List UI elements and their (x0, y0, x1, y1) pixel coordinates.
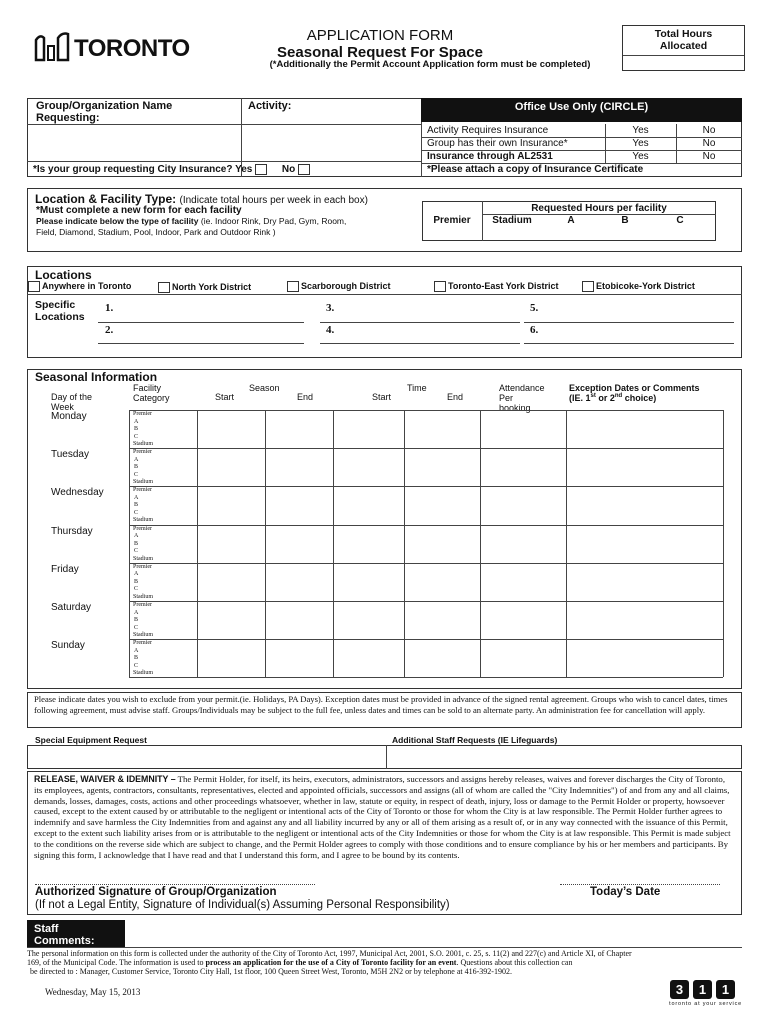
facility-type-examples: Field, Diamond, Stadium, Pool, Indoor, Park and Outdoor Rink ) (36, 227, 276, 237)
311-badge (648, 980, 743, 1010)
requested-hours-title: Requested Hours per facility (531, 203, 667, 214)
date-line[interactable] (560, 884, 720, 885)
privacy-line-1: The personal information on this form is collected under the authority of the City of Toronto Act, 1997, Municipal Act, 2001, S.O. 2001, c. 25, s. 11(2) and 227(c) and Article XI, of Chapter (27, 949, 632, 958)
district-scarborough-checkbox[interactable] (287, 281, 299, 292)
location-1-num: 1. (105, 302, 114, 314)
facility-category-premier: Premier (133, 411, 152, 417)
facility-category-a: A (134, 494, 139, 501)
facility-category-c: C (134, 471, 139, 478)
district-north-york-label: North York District (172, 282, 252, 292)
facility-type-title-text: Location & Facility Type: (35, 192, 177, 206)
district-east-york-checkbox[interactable] (434, 281, 446, 292)
form-note: (*Additionally the Permit Account Application form must be completed) (269, 59, 591, 70)
facility-category-b: B (134, 464, 139, 471)
facility-category-premier: Premier (133, 602, 152, 608)
district-etobicoke[interactable] (582, 281, 695, 292)
saturday-attendance-field[interactable] (481, 602, 565, 638)
tuesday-time-start-field[interactable] (334, 449, 403, 485)
day-header-line1: Day of the (51, 392, 93, 402)
facility-category-a: A (134, 609, 139, 616)
group-name-field[interactable] (30, 126, 238, 158)
location-6-num: 6. (530, 324, 539, 336)
waiver-title: RELEASE, WAIVER & IDEMNITY – (34, 774, 176, 784)
additional-staff-field[interactable] (389, 747, 739, 767)
district-north-york[interactable] (158, 282, 251, 293)
saturday-time-start-field[interactable] (334, 602, 403, 638)
attendance-header (499, 383, 545, 413)
office-row-3-no[interactable]: No (702, 151, 716, 162)
exception-sup1: st (590, 393, 596, 399)
activity-field[interactable] (244, 112, 418, 158)
privacy-line-2 (27, 958, 572, 967)
allocated-label: Allocated (659, 40, 708, 52)
b-hours-field[interactable] (602, 228, 648, 240)
district-scarborough-label: Scarborough District (301, 281, 391, 291)
facility-category-c: C (134, 548, 139, 555)
facility-category-c: C (134, 509, 139, 516)
attendance-line1: Attendance (499, 383, 545, 393)
location-5-num: 5. (530, 302, 539, 314)
signature-label: Authorized Signature of Group/Organization (35, 886, 277, 898)
friday-season-start-field[interactable] (198, 564, 264, 600)
facility-category-c: C (134, 662, 139, 669)
saturday-exception-field[interactable] (567, 602, 722, 638)
monday-season-end-field[interactable] (266, 411, 332, 447)
311-digit-1b: 1 (716, 980, 735, 999)
insurance-no-checkbox[interactable] (298, 164, 310, 175)
day-thursday: Thursday (51, 525, 93, 537)
facility-category-a: A (134, 533, 139, 540)
sunday-season-end-field[interactable] (266, 640, 332, 676)
office-row-2-label: Group has their own Insurance* (427, 138, 568, 149)
facility-category-stadium: Stadium (133, 632, 154, 638)
monday-attendance-field[interactable] (481, 411, 565, 447)
footer-date: Wednesday, May 15, 2013 (45, 987, 141, 997)
facility-category-b: B (134, 578, 139, 585)
logo-text: TORONTO (74, 35, 190, 62)
district-anywhere-label: Anywhere in Toronto (42, 281, 132, 291)
exception-2b: or 2 (595, 393, 615, 403)
season-end-header: End (297, 392, 314, 402)
insurance-question-text: *Is your group requesting City Insurance? Yes (33, 164, 253, 176)
premier-hours-field[interactable] (424, 228, 480, 240)
signature-sub: (If not a Legal Entity, Signature of Individual(s) Assuming Personal Responsibility) (35, 899, 450, 911)
insurance-no-label: No (281, 164, 296, 176)
col-stadium: Stadium (492, 215, 532, 226)
monday-time-end-field[interactable] (405, 411, 479, 447)
facility-category-a: A (134, 571, 139, 578)
day-wednesday: Wednesday (51, 487, 104, 499)
district-etobicoke-checkbox[interactable] (582, 281, 594, 292)
facility-category-b: B (134, 502, 139, 509)
exception-sup2: nd (614, 393, 623, 399)
saturday-time-end-field[interactable] (405, 602, 479, 638)
facility-category-c: C (134, 433, 139, 440)
thursday-exception-field[interactable] (567, 526, 722, 562)
staff-label: Staff (34, 923, 59, 935)
district-north-york-checkbox[interactable] (158, 282, 170, 293)
day-monday: Monday (51, 411, 87, 422)
total-hours-label: Total Hours (654, 28, 713, 40)
sunday-season-start-field[interactable] (198, 640, 264, 676)
facility-category-list (133, 449, 153, 487)
tuesday-season-start-field[interactable] (198, 449, 264, 485)
friday-time-start-field[interactable] (334, 564, 403, 600)
facility-type-instructions (36, 216, 416, 226)
district-east-york[interactable] (434, 281, 559, 292)
facility-category-stadium: Stadium (133, 555, 154, 562)
facility-category-a: A (134, 647, 139, 654)
attendance-line3: booking (499, 403, 531, 413)
office-row-3-label: Insurance through AL2531 (427, 151, 553, 162)
location-3-num: 3. (326, 302, 335, 314)
facility-type-instructions-bold: Please indicate below the type of facility (36, 216, 199, 226)
location-2-num: 2. (105, 324, 114, 336)
col-b: B (621, 215, 629, 226)
office-row-1-label: Activity Requires Insurance (427, 125, 549, 136)
office-row-2-yes[interactable]: Yes (632, 138, 649, 149)
facility-header-line1: Facility (133, 383, 162, 393)
office-use-title: Office Use Only (CIRCLE) (514, 101, 649, 113)
facility-category-premier: Premier (133, 563, 152, 570)
tuesday-exception-field[interactable] (567, 449, 722, 485)
location-4-num: 4. (326, 324, 335, 336)
location-5-field[interactable] (524, 322, 734, 323)
tuesday-season-end-field[interactable] (266, 449, 332, 485)
facility-category-b: B (134, 426, 139, 432)
facility-category-a: A (134, 418, 139, 425)
locations-label: Locations (35, 311, 85, 323)
location-1-field[interactable] (98, 322, 304, 323)
district-anywhere[interactable] (28, 281, 131, 292)
friday-season-end-field[interactable] (266, 564, 332, 600)
specific-label: Specific (35, 299, 76, 311)
insurance-question (33, 164, 312, 175)
todays-date-label: Today’s Date (590, 886, 661, 898)
facility-category-premier: Premier (133, 525, 152, 532)
toronto-logo (34, 30, 190, 64)
wednesday-season-end-field[interactable] (266, 487, 332, 523)
thursday-season-start-field[interactable] (198, 526, 264, 562)
season-header: Season (249, 383, 280, 393)
monday-exception-field[interactable] (567, 411, 722, 447)
exception-line2 (569, 393, 700, 403)
facility-category-list (133, 602, 153, 640)
col-c: C (676, 215, 684, 226)
insurance-yes-checkbox[interactable] (255, 164, 267, 175)
district-etobicoke-label: Etobicoke-York District (596, 281, 695, 291)
special-equipment-label: Special Equipment Request (35, 735, 147, 745)
day-saturday: Saturday (51, 602, 92, 613)
facility-category-c: C (134, 624, 139, 631)
saturday-season-start-field[interactable] (198, 602, 264, 638)
col-a: A (567, 215, 575, 226)
friday-attendance-field[interactable] (481, 564, 565, 600)
thursday-time-start-field[interactable] (334, 526, 403, 562)
office-row-1-no[interactable]: No (702, 125, 716, 136)
signature-line[interactable] (35, 884, 315, 885)
location-6-field[interactable] (524, 343, 734, 344)
facility-category-premier: Premier (133, 487, 152, 494)
activity-label: Activity: (248, 100, 292, 112)
facility-category-list (133, 564, 153, 602)
tuesday-time-end-field[interactable] (405, 449, 479, 485)
time-start-header: Start (372, 392, 392, 402)
office-row-2-no[interactable]: No (702, 138, 716, 149)
exception-header (569, 383, 700, 403)
day-sunday: Sunday (51, 640, 85, 652)
privacy-2b: process an application for the use of a City of Toronto facility for an event (205, 958, 457, 967)
facility-type-title (35, 192, 368, 206)
thursday-attendance-field[interactable] (481, 526, 565, 562)
facility-category-list (133, 487, 153, 525)
a-hours-field[interactable] (544, 228, 598, 240)
day-friday: Friday (51, 563, 79, 575)
wednesday-exception-field[interactable] (567, 487, 722, 523)
facility-category-stadium: Stadium (133, 479, 154, 486)
facility-category-list (133, 411, 153, 449)
facility-category-b: B (134, 617, 139, 623)
thursday-season-end-field[interactable] (266, 526, 332, 562)
new-form-note: *Must complete a new form for each facility (36, 205, 242, 216)
facility-category-list (133, 526, 153, 564)
facility-category-stadium: Stadium (133, 517, 154, 524)
exclude-note: Please indicate dates you wish to exclude from your permit.(ie. Holidays, PA Days). Exception dates must be provided in advance of the signed rental agreement. Groups who wish to cancel dates, times following agreement, must advise staff. Groups/Individuals may be subject to the full fee, unless dates and times can be sold to an alternate party. An administration fee for cancellation will apply. (34, 694, 728, 715)
facility-category-c: C (134, 586, 139, 593)
facility-header-line2: Category (133, 393, 170, 403)
location-2-field[interactable] (98, 343, 304, 344)
monday-time-start-field[interactable] (334, 411, 403, 447)
c-hours-field[interactable] (652, 228, 712, 240)
friday-time-end-field[interactable] (405, 564, 479, 600)
office-row-1-yes[interactable]: Yes (632, 125, 649, 136)
comments-label: Comments: (34, 935, 95, 947)
location-4-field[interactable] (320, 343, 520, 344)
facility-category-stadium: Stadium (133, 441, 154, 447)
col-premier: Premier (433, 215, 471, 226)
exception-2c: choice) (622, 393, 657, 403)
district-anywhere-checkbox[interactable] (28, 281, 40, 292)
office-row-3-yes[interactable]: Yes (632, 151, 649, 162)
city-hall-icon (34, 32, 70, 62)
facility-category-list (133, 640, 153, 678)
day-tuesday: Tuesday (51, 449, 89, 461)
form-subtitle: Seasonal Request For Space (277, 44, 483, 61)
facility-type-title-note: (Indicate total hours per week in each box) (179, 195, 368, 206)
special-equipment-field[interactable] (29, 747, 383, 767)
waiver-text (34, 774, 735, 860)
facility-category-premier: Premier (133, 640, 152, 647)
facility-header (133, 383, 170, 403)
facility-category-stadium: Stadium (133, 670, 154, 677)
form-title: APPLICATION FORM (306, 27, 454, 44)
privacy-2c: . Questions about this collection can (456, 958, 573, 967)
district-east-york-label: Toronto-East York District (448, 281, 559, 291)
saturday-season-end-field[interactable] (266, 602, 332, 638)
privacy-2a: 169, of the Municipal Code. The information is used to (27, 958, 206, 967)
facility-category-premier: Premier (133, 449, 152, 456)
attendance-line2: Per (499, 393, 514, 403)
wednesday-attendance-field[interactable] (481, 487, 565, 523)
facility-category-b: B (134, 655, 139, 662)
facility-category-b: B (134, 540, 139, 547)
time-end-header: End (447, 392, 464, 402)
time-header: Time (407, 383, 427, 393)
311-digit-1a: 1 (693, 980, 712, 999)
day-header-line2: Week (51, 402, 74, 412)
staff-comments-line[interactable] (27, 947, 742, 948)
sunday-exception-field[interactable] (567, 640, 722, 676)
location-3-field[interactable] (320, 322, 520, 323)
wednesday-time-start-field[interactable] (334, 487, 403, 523)
season-start-header: Start (215, 392, 235, 402)
seasonal-title: Seasonal Information (35, 370, 158, 384)
privacy-line-3: be directed to : Manager, Customer Service, Toronto City Hall, 1st floor, 100 Queen Street West, Toronto, M5H 2N2 or by telephone at 416-392-1902. (30, 967, 512, 976)
day-header (51, 392, 92, 412)
sunday-time-end-field[interactable] (405, 640, 479, 676)
311-tagline: toronto at your service (669, 1001, 742, 1007)
locations-section (27, 266, 742, 358)
tuesday-attendance-field[interactable] (481, 449, 565, 485)
facility-category-a: A (134, 456, 139, 463)
attach-certificate-note: *Please attach a copy of Insurance Certificate (427, 164, 644, 175)
311-digit-3: 3 (670, 980, 689, 999)
exception-2a: (IE. 1 (569, 393, 591, 403)
waiver-body: The Permit Holder, for itself, its heirs, executors, administrators, successors and assigns hereby releases, waives and forever discharges the City of Toronto, its employees, agents, contractors, consultants, representatives, elected and appointed officials, successors and assigns (all of whom are called the "City Indemnities") of and from any and all claims, demands, losses, damages, costs, actions and other proceedings whatsoever, whether in law, statute or equity, in respect of death, injury, loss or damage to the Permit Holder or property, howsoever caused, except to the extent caused by or attributable to the negligent or intentional acts of the City of Toronto or those for whom the City is at law responsible. The Permit Holder further agrees to indemnify and save harmless the City Indemnities from and against any and all liability incurred by any or all of them arising as a result of, or in any way connected with the issuance of this Permit, except to the extent such liability arises from or is attributable to the negligent or intentional acts of the City Indemnities or those for whom the City is at law responsible. This Permit is made subject to the conditions on the reverse side which are subject to change, and the Permit Holder agrees to comply with those conditions and to ensure compliance by his or her members and participants. By signing this form, I acknowledge that I have read and that I understand this form, and I agree to be bound by its contents. (34, 774, 731, 860)
wednesday-season-start-field[interactable] (198, 487, 264, 523)
total-hours-box[interactable] (622, 25, 745, 71)
group-name-label: Group/Organization Name (36, 100, 173, 112)
exception-line1: Exception Dates or Comments (569, 383, 700, 393)
district-scarborough[interactable] (287, 281, 391, 292)
monday-season-start-field[interactable] (198, 411, 264, 447)
facility-category-stadium: Stadium (133, 593, 154, 600)
additional-staff-label: Additional Staff Requests (IE Lifeguards) (392, 735, 558, 745)
sunday-attendance-field[interactable] (481, 640, 565, 676)
friday-exception-field[interactable] (567, 564, 722, 600)
thursday-time-end-field[interactable] (405, 526, 479, 562)
wednesday-time-end-field[interactable] (405, 487, 479, 523)
facility-type-instructions-rest: (ie. Indoor Rink, Dry Pad, Gym, Room, (200, 216, 347, 226)
locations-title: Locations (35, 268, 92, 282)
stadium-hours-field[interactable] (484, 228, 540, 240)
sunday-time-start-field[interactable] (334, 640, 403, 676)
requesting-label: Requesting: (36, 112, 100, 124)
